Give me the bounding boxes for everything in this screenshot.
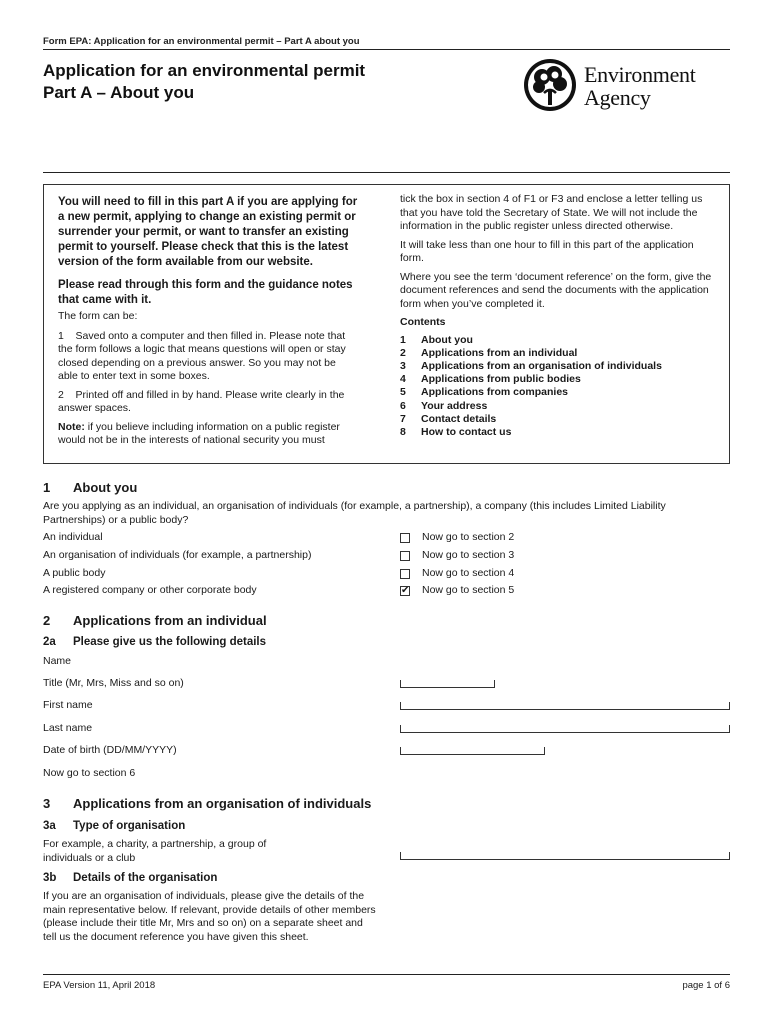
contents-item-label: Applications from an individual [421,346,578,359]
intro-bold-2: Please read through this form and the guidance notes that came with it. [58,279,353,306]
section-2-goto: Now go to section 6 [43,767,136,779]
section-3b-text: If you are an organisation of individuals, please give the details of the main representative below. If relevant, provide details of other members (please include their title Mr, Mrs and so on) on a separate sheet and tell us the document reference you have given this sheet. [43,890,376,943]
intro-bold-1: You will need to fill in this part A if you are applying for a new permit, applying to change an existing permit or surrender your permit, or want to transfer an existing permit to yourself. Please check that this is the latest version of the form available from our website. [58,196,358,268]
title-line-2: Part A – About you [43,83,195,102]
contents-item-number: 2 [400,346,406,359]
option-checkbox[interactable] [400,569,410,579]
field-label: First name [43,699,93,711]
option-goto: Now go to section 4 [422,567,515,579]
field-label: Last name [43,722,93,734]
section-2-title: Applications from an individual [73,613,267,628]
contents-item-label: Applications from an organisation of individuals [421,359,662,372]
option-goto: Now go to section 3 [422,549,515,561]
field-label: Date of birth (DD/MM/YYYY) [43,744,177,756]
intro-right-p1: tick the box in section 4 of F1 or F3 and enclose a letter telling us that you have told the Secretary of State. We will not include the information in the public register unless directed otherwise. [400,193,703,232]
section-2a-heading [43,636,266,648]
contents-item[interactable] [400,334,720,347]
section-2a-title: Please give us the following details [73,636,266,648]
field-input[interactable] [400,702,730,710]
contents-item-number: 3 [400,359,406,372]
intro-left-column [58,195,358,453]
option-goto: Now go to section 5 [422,584,515,596]
section-1-question: Are you applying as an individual, an organisation of individuals (for example, a partnership), a company (this includes Limited Liability Partnerships) or a public body? [43,500,666,526]
contents-title: Contents [400,316,446,328]
option-checkbox[interactable] [400,551,410,561]
contents-item-number: 6 [400,399,406,412]
section-3-title: Applications from an organisation of individuals [73,796,372,811]
contents-item-label: Your address [421,399,488,412]
header-rule [43,49,730,50]
contents-item-label: How to contact us [421,425,512,438]
running-header: Form EPA: Application for an environmental permit – Part A about you [43,36,360,47]
section-2-heading [43,613,267,628]
contents-item-label: Applications from companies [421,386,569,399]
intro-note [58,421,358,448]
option-goto: Now go to section 2 [422,531,515,543]
footer-rule [43,974,730,975]
section-2-number: 2 [43,613,51,628]
section-2a-number: 2a [43,636,56,648]
tree-emblem-icon [522,57,578,113]
contents-list [400,334,720,440]
form-can-be: The form can be: [58,310,138,322]
section-3b-number: 3b [43,872,57,884]
intro-item-1: 1 Saved onto a computer and then filled in. Please note that the form follows a logic that means questions will open or stay closed depending on a previous answer. So you may not be able to enter text in some boxes. [58,329,346,382]
logo-line-1: Environment [584,62,696,87]
intro-right-p3: Where you see the term ‘document reference’ on the form, give the document references and send the documents with the application form when you’ve completed it. [400,270,712,310]
section-1-title: About you [73,480,138,495]
option-label: An organisation of individuals (for example, a partnership) [43,549,312,561]
contents-item-number: 4 [400,373,406,386]
intro-box [43,184,730,464]
logo-line-2: Agency [584,85,651,110]
contents-item[interactable] [400,400,720,413]
contents-item-number: 1 [400,333,406,346]
section-3a-text: For example, a charity, a partnership, a group of individuals or a club [43,838,267,864]
option-checkbox[interactable]: ✔ [401,585,410,596]
note-text: if you believe including information on a public register would not be in the interests of national security you must [58,420,340,446]
contents-item-label: About you [421,333,473,346]
contents-item[interactable] [400,373,720,386]
contents-item[interactable] [400,426,720,439]
page-title [43,60,365,104]
title-line-1: Application for an environmental permit [43,61,366,80]
option-label: A public body [43,567,106,579]
section-3a-heading [43,820,185,832]
option-label: An individual [43,531,103,543]
organisation-type-field[interactable] [400,852,730,860]
intro-right-column [400,193,720,439]
contents-item[interactable] [400,347,720,360]
footer-page-number: page 1 of 6 [682,980,730,991]
section-3-number: 3 [43,796,51,811]
intro-item-2: 2 Printed off and filled in by hand. Please write clearly in the answer spaces. [58,388,345,414]
section-3b-heading [43,872,217,884]
intro-right-p2: It will take less than one hour to fill in this part of the application form. [400,238,694,264]
field-input[interactable] [400,747,545,755]
contents-item[interactable] [400,413,720,426]
environment-agency-logo [522,57,732,117]
option-checkbox[interactable] [400,533,410,543]
contents-item-label: Applications from public bodies [421,373,581,386]
logo-wordmark [584,63,696,109]
option-label: A registered company or other corporate body [43,584,257,596]
contents-item[interactable] [400,360,720,373]
contents-item[interactable] [400,386,720,399]
contents-item-number: 7 [400,412,406,425]
section-1-number: 1 [43,480,51,495]
contents-item-number: 5 [400,386,406,399]
footer-version: EPA Version 11, April 2018 [43,980,156,991]
contents-item-number: 8 [400,425,406,438]
section-3-heading [43,796,371,811]
field-input[interactable] [400,680,495,688]
title-rule [43,172,730,173]
section-3b-title: Details of the organisation [73,872,218,884]
field-input[interactable] [400,725,730,733]
field-label: Title (Mr, Mrs, Miss and so on) [43,677,184,689]
section-3a-number: 3a [43,820,56,832]
section-3a-title: Type of organisation [73,820,186,832]
contents-item-label: Contact details [421,412,497,425]
note-label: Note: [58,420,85,433]
section-1-heading [43,480,137,495]
name-label: Name [43,655,72,667]
